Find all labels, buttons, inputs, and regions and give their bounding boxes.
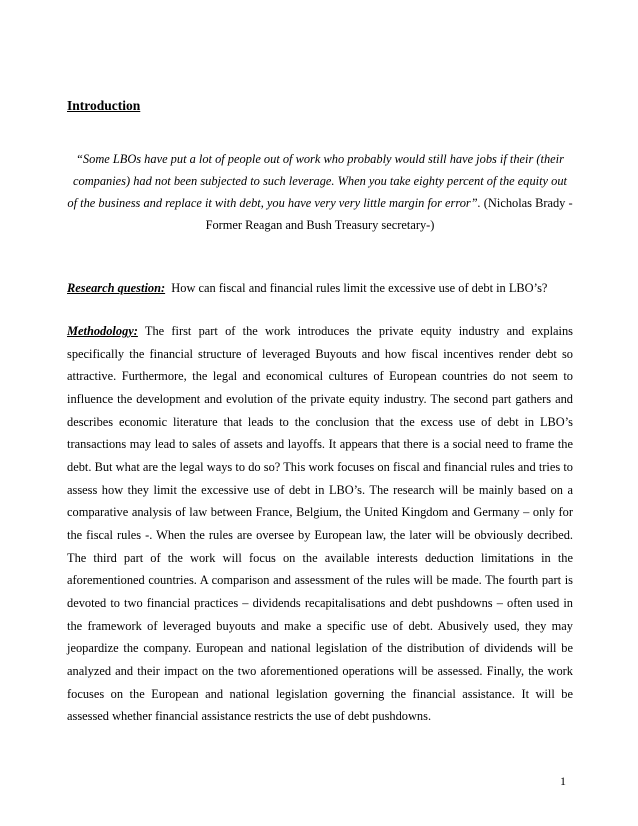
page-number: 1 [560,774,566,788]
methodology-label: Methodology: [67,324,138,338]
section-heading: Introduction [67,98,141,113]
quote-text: “Some LBOs have put a lot of people out of work who probably would still have jobs if their (their companies) had not been subjected to such leverage. When you take eighty percent of the equity out of the business and replace it with debt, you have very very little margin for error”. [67,152,567,210]
research-question-paragraph [67,278,577,298]
research-question-text: How can fiscal and financial rules limit the excessive use of debt in LBO’s? [165,281,548,295]
epigraph-quote [67,148,573,236]
research-question-label: Research question: [67,281,166,295]
quote-attribution: (Nicholas Brady -Former Reagan and Bush Treasury secretary-) [205,196,573,232]
methodology-text: The first part of the work introduces the private equity industry and explains specifically the financial structure of leveraged Buyouts and how fiscal incentives render debt so attractive. Furthermore, the legal and economical cultures of European countries do not seem to influence the development and evolution of the private equity industry. The second part gathers and describes economic literature that leads to the conclusion that the excess use of debt in LBO’s transactions may lead to sales of assets and layoffs. It appears that there is a social need to frame the debt. But what are the legal ways to do so? This work focuses on fiscal and financial rules and tries to assess how they limit the excessive use of debt in LBO’s. The research will be mainly based on a comparative analysis of law between France, Belgium, the United Kingdom and Germany – only for the fiscal rules -. When the rules are oversee by European law, the later will be obviously decribed. The third part of the work will focus on the available interests deduction limitations in the aforementioned countries. A comparison and assessment of the rules will be made. The fourth part is devoted to two financial practices – dividends recapitalisations and debt pushdowns – often used in the framework of leveraged buyouts and make a specific use of debt. Abusively used, they may jeopardize the company. European and national legislation of the distribution of dividends will be analyzed and their impact on the two aforementioned operations will be assessed. Finally, the work focuses on the European and national legislation governing the financial assistance. It will be assessed whether financial assistance restricts the use of debt pushdowns. [67,324,573,724]
methodology-paragraph [67,320,573,728]
